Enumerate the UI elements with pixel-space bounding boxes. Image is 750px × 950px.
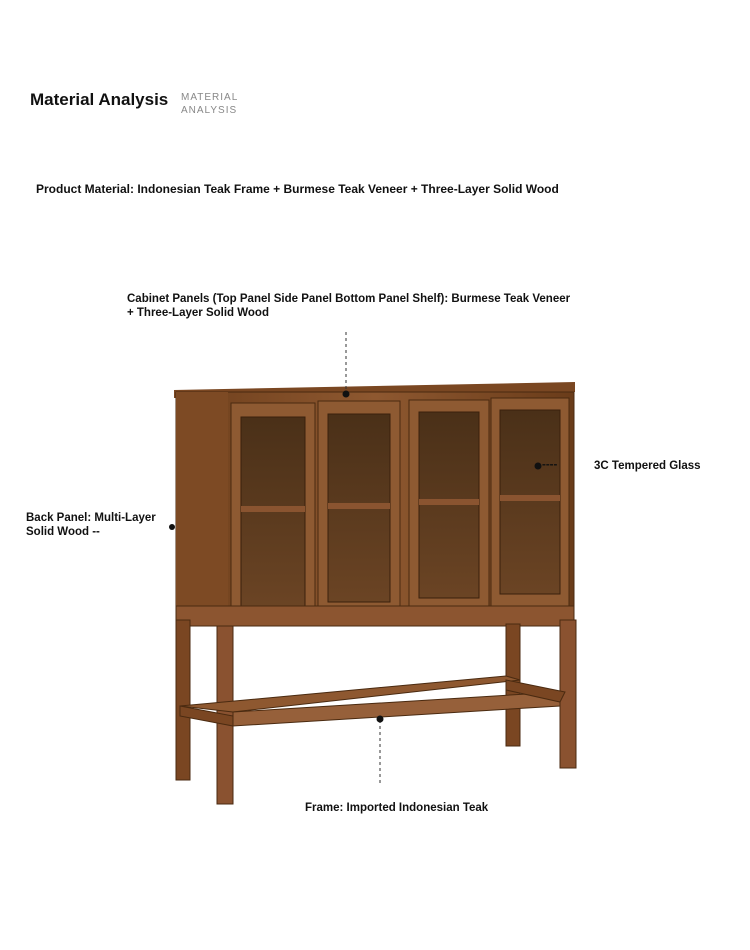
callout-frame: Frame: Imported Indonesian Teak — [305, 802, 489, 814]
callout-tempered-glass: 3C Tempered Glass — [594, 460, 701, 472]
callout-back-panel — [26, 511, 166, 539]
callout-panels-line-2: + Three-Layer Solid Wood — [127, 307, 269, 319]
callout-back-line-2: Solid Wood -- — [26, 526, 100, 538]
subtitle-line-1: MATERIAL — [181, 92, 239, 103]
page-title: Material Analysis — [30, 90, 169, 109]
callout-cabinet-panels — [127, 292, 577, 320]
product-material: Product Material: Indonesian Teak Frame + Burmese Teak Veneer + Three-Layer Solid Wood — [36, 182, 559, 196]
door-group — [231, 398, 569, 621]
callout-back-line-1: Back Panel: Multi-Layer — [26, 512, 156, 524]
callout-panels-line-1: Cabinet Panels (Top Panel Side Panel Bottom Panel Shelf): Burmese Teak Veneer — [127, 293, 571, 305]
callout-glass-leader: ---- — [542, 459, 558, 471]
subtitle-line-2: ANALYSIS — [181, 105, 238, 116]
